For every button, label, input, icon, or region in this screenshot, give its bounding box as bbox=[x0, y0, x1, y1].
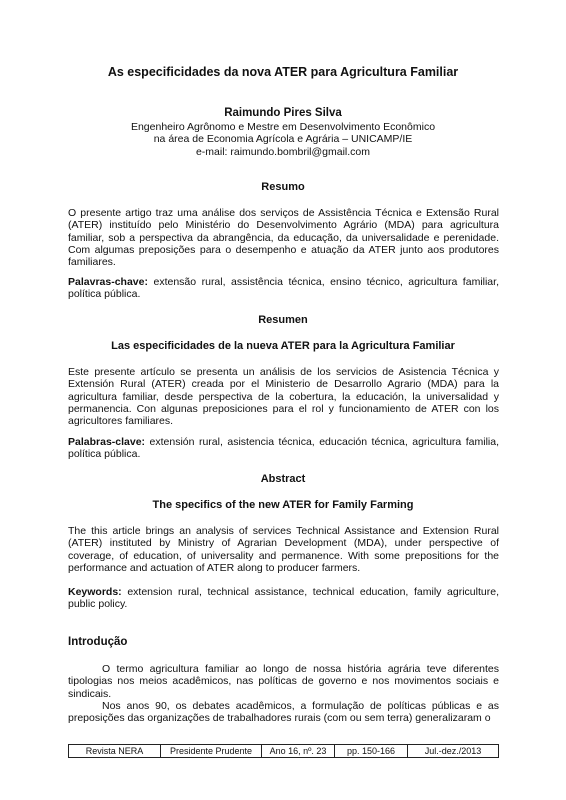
footer-pages: pp. 150-166 bbox=[335, 745, 408, 757]
keywords-text: extension rural, technical assistance, technical education, family agriculture, public policy. bbox=[68, 586, 499, 611]
keywords-label: Palavras-chave: bbox=[68, 276, 148, 288]
resumen-subtitle: Las especificidades de la nueva ATER para la Agricultura Familiar bbox=[111, 340, 455, 352]
keywords-label: Keywords: bbox=[68, 586, 122, 598]
introduction-paragraph: O termo agricultura familiar ao longo de nossa história agrária teve diferentes tipologias nos meios acadêmicos, nas políticas de governo e nos movimentos sociais e sindicais. bbox=[68, 663, 499, 700]
keywords-label: Palabras-clave: bbox=[68, 436, 146, 448]
abstract-keywords bbox=[68, 586, 499, 611]
footer-journal: Revista NERA bbox=[69, 745, 161, 757]
footer-date: Jul.-dez./2013 bbox=[424, 745, 482, 756]
abstract-subtitle: The specifics of the new ATER for Family Farming bbox=[152, 499, 414, 511]
footer-volume: Ano 16, nº. 23 bbox=[262, 745, 335, 757]
resumo-keywords bbox=[68, 276, 499, 301]
paper-title: As especificidades da nova ATER para Agricultura Familiar bbox=[107, 65, 459, 79]
resumen-heading: Resumen bbox=[258, 314, 308, 326]
author-name: Raimundo Pires Silva bbox=[224, 107, 342, 119]
author-affiliation bbox=[0, 121, 566, 158]
footer-city: Presidente Prudente bbox=[161, 745, 262, 757]
abstract-heading: Abstract bbox=[260, 473, 306, 485]
introduction-heading: Introdução bbox=[68, 636, 128, 648]
author-email: e-mail: raimundo.bombril@gmail.com bbox=[195, 145, 371, 158]
abstract-text: The this article brings an analysis of services Technical Assistance and Extension Rural (ATER) instituted by Ministry of Agrarian Development (MDA), under perspective of coverage, of education, of universality and permanence. With some prepositions for the performance and actuation of ATER along to producer farmers. bbox=[68, 525, 499, 574]
journal-footer bbox=[68, 744, 499, 758]
resumen-keywords bbox=[68, 436, 499, 461]
resumo-text: O presente artigo traz uma análise dos serviços de Assistência Técnica e Extensão Rural (ATER) instituído pelo Ministério do Desenvolvimento Agrário (MDA) para agricultura familiar, sob a perspectiva da abrangência, da educação, da universalidade e perenidade. Com algumas preposições para o desempenho e atuação da ATER junto aos produtores familiares. bbox=[68, 207, 499, 269]
keywords-text: extensión rural, asistencia técnica, educación técnica, agricultura familia, política pública. bbox=[68, 436, 499, 461]
introduction-paragraph: Nos anos 90, os debates acadêmicos, a formulação de políticas públicas e as preposições das organizações de trabalhadores rurais (com ou sem terra) generalizaram o bbox=[68, 700, 499, 725]
keywords-text: extensão rural, assistência técnica, ensino técnico, agricultura familiar, política pública. bbox=[68, 276, 499, 301]
resumen-text: Este presente artículo se presenta un análisis de los servicios de Asistencia Técnica y Extensión Rural (ATER) creada por el Ministerio de Desarrollo Agrario (MDA) para la agricultura familiar, desde perspectiva de la cobertura, la educación, la universalidad y permanencia. Con algunas preposiciones para el rol y funcionamiento de ATER con los agricultores familiares. bbox=[68, 366, 499, 428]
affiliation-line: na área de Economia Agrícola e Agrária – UNICAMP/IE bbox=[153, 133, 413, 146]
resumo-heading: Resumo bbox=[261, 181, 305, 193]
affiliation-line: Engenheiro Agrônomo e Mestre em Desenvolvimento Econômico bbox=[130, 121, 436, 133]
